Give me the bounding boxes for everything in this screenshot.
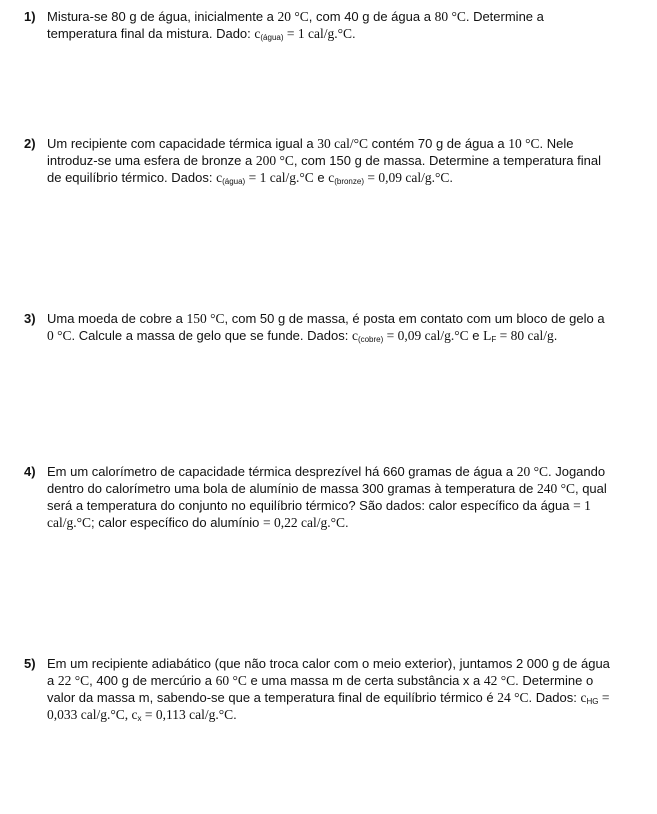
math-text: c [351,328,358,343]
math-text: = 0,22 cal/g.°C [263,515,346,530]
math-text: c [254,26,261,41]
question-number: 1) [24,9,36,24]
text-segment: será a temperatura do conjunto no equilíbrio térmico? São dados: calor específico da água [47,498,574,513]
math-text: 60 °C [215,673,247,688]
subscript: (água) [222,177,246,186]
text-segment: , com 150 g de massa. Determine a temperatura final [293,153,601,168]
subscript: (bronze) [334,177,364,186]
text-segment: . Dados: [528,690,581,705]
text-segment: e [468,328,484,343]
question-line [47,311,605,327]
question-number: 2) [24,136,36,151]
text-segment: . [553,328,558,343]
question-line [47,673,593,689]
text-segment: temperatura final da mistura. Dado: [47,26,255,41]
math-text: 10 °C [508,136,540,151]
math-text: = 0,09 cal/g.°C [383,328,469,343]
text-segment: Um recipiente com capacidade térmica igual a [47,136,318,151]
math-text: = 0,113 cal/g.°C [141,707,234,722]
subscript: (cobre) [357,335,384,344]
math-text: 42 °C [483,673,516,688]
math-text: c [328,170,335,185]
text-segment: , com 50 g de massa, é posta em contato com um bloco de gelo a [224,311,605,326]
text-segment: contém 70 g de água a [368,136,509,151]
subscript: HG [586,697,599,706]
question-line [47,136,573,152]
text-segment: . [352,26,356,41]
math-text: 24 °C [497,690,529,705]
math-text: = 1 cal/g.°C [283,26,353,41]
text-segment: . [449,170,454,185]
question-line [47,328,557,348]
math-text: c [580,690,587,705]
math-text: 240 °C [536,481,575,496]
math-text: c [216,170,223,185]
question-line [47,656,610,672]
math-text: 20 °C [516,464,548,479]
text-segment: ; calor específico do alumínio [91,515,263,530]
math-text: 150 °C [186,311,225,326]
math-text: = 0,09 cal/g.°C [364,170,450,185]
question-line [47,153,601,169]
text-segment: , qual [574,481,607,496]
text-segment: Mistura-se 80 g de água, inicialmente a [47,9,278,24]
question-line [47,481,607,497]
question-line [47,464,605,480]
question-line [47,9,544,25]
text-segment: Em um recipiente adiabático (que não troca calor com o meio exterior), juntamos 2 000 g de água [47,656,610,671]
math-text: = 80 cal/g [496,328,554,343]
math-text: 80 °C [434,9,466,24]
math-text: 0 °C [47,328,72,343]
text-segment: . Determine a [465,9,544,24]
math-text: 30 cal/°C [317,136,369,151]
text-segment: e uma massa m de certa substância x a [246,673,484,688]
question-line [47,707,237,727]
text-segment: introduz-se uma esfera de bronze a [47,153,256,168]
text-segment: e [313,170,329,185]
subscript: (água) [260,33,284,42]
math-text: 22 °C [57,673,90,688]
subscript: F [491,335,497,344]
math-text: cal/g.°C [47,515,92,530]
text-segment: , com 40 g de água a [308,9,435,24]
text-segment: . [345,515,349,530]
math-text: = 1 cal/g.°C [245,170,314,185]
text-segment: de equilíbrio térmico. Dados: [47,170,217,185]
text-segment: . Jogando [547,464,606,479]
question-line [47,515,349,531]
text-segment: . Determine o [515,673,594,688]
math-text: 20 °C [277,9,309,24]
text-segment: valor da massa m, sabendo-se que a temperatura final de equilíbrio térmico é [47,690,498,705]
question-number: 4) [24,464,36,479]
text-segment: Uma moeda de cobre a [47,311,187,326]
question-line [47,26,356,46]
text-segment: dentro do calorímetro uma bola de alumínio de massa 300 gramas à temperatura de [47,481,537,496]
text-segment: . Calcule a massa de gelo que se funde. Dados: [71,328,352,343]
text-segment: . Nele [539,136,574,151]
question-number: 3) [24,311,36,326]
question-number: 5) [24,656,36,671]
math-text: = [598,690,610,705]
text-segment: , 400 g de mercúrio a [89,673,216,688]
text-segment: . [233,707,237,722]
text-segment: Em um calorímetro de capacidade térmica desprezível há 660 gramas de água a [47,464,517,479]
math-text: 200 °C [255,153,294,168]
math-text: = 1 [573,498,591,513]
question-line [47,498,591,514]
math-text: 0,033 cal/g.°C, c [47,707,138,722]
question-line [47,170,453,190]
math-text: L [483,328,492,343]
subscript: x [137,714,142,723]
text-segment: a [47,673,58,688]
